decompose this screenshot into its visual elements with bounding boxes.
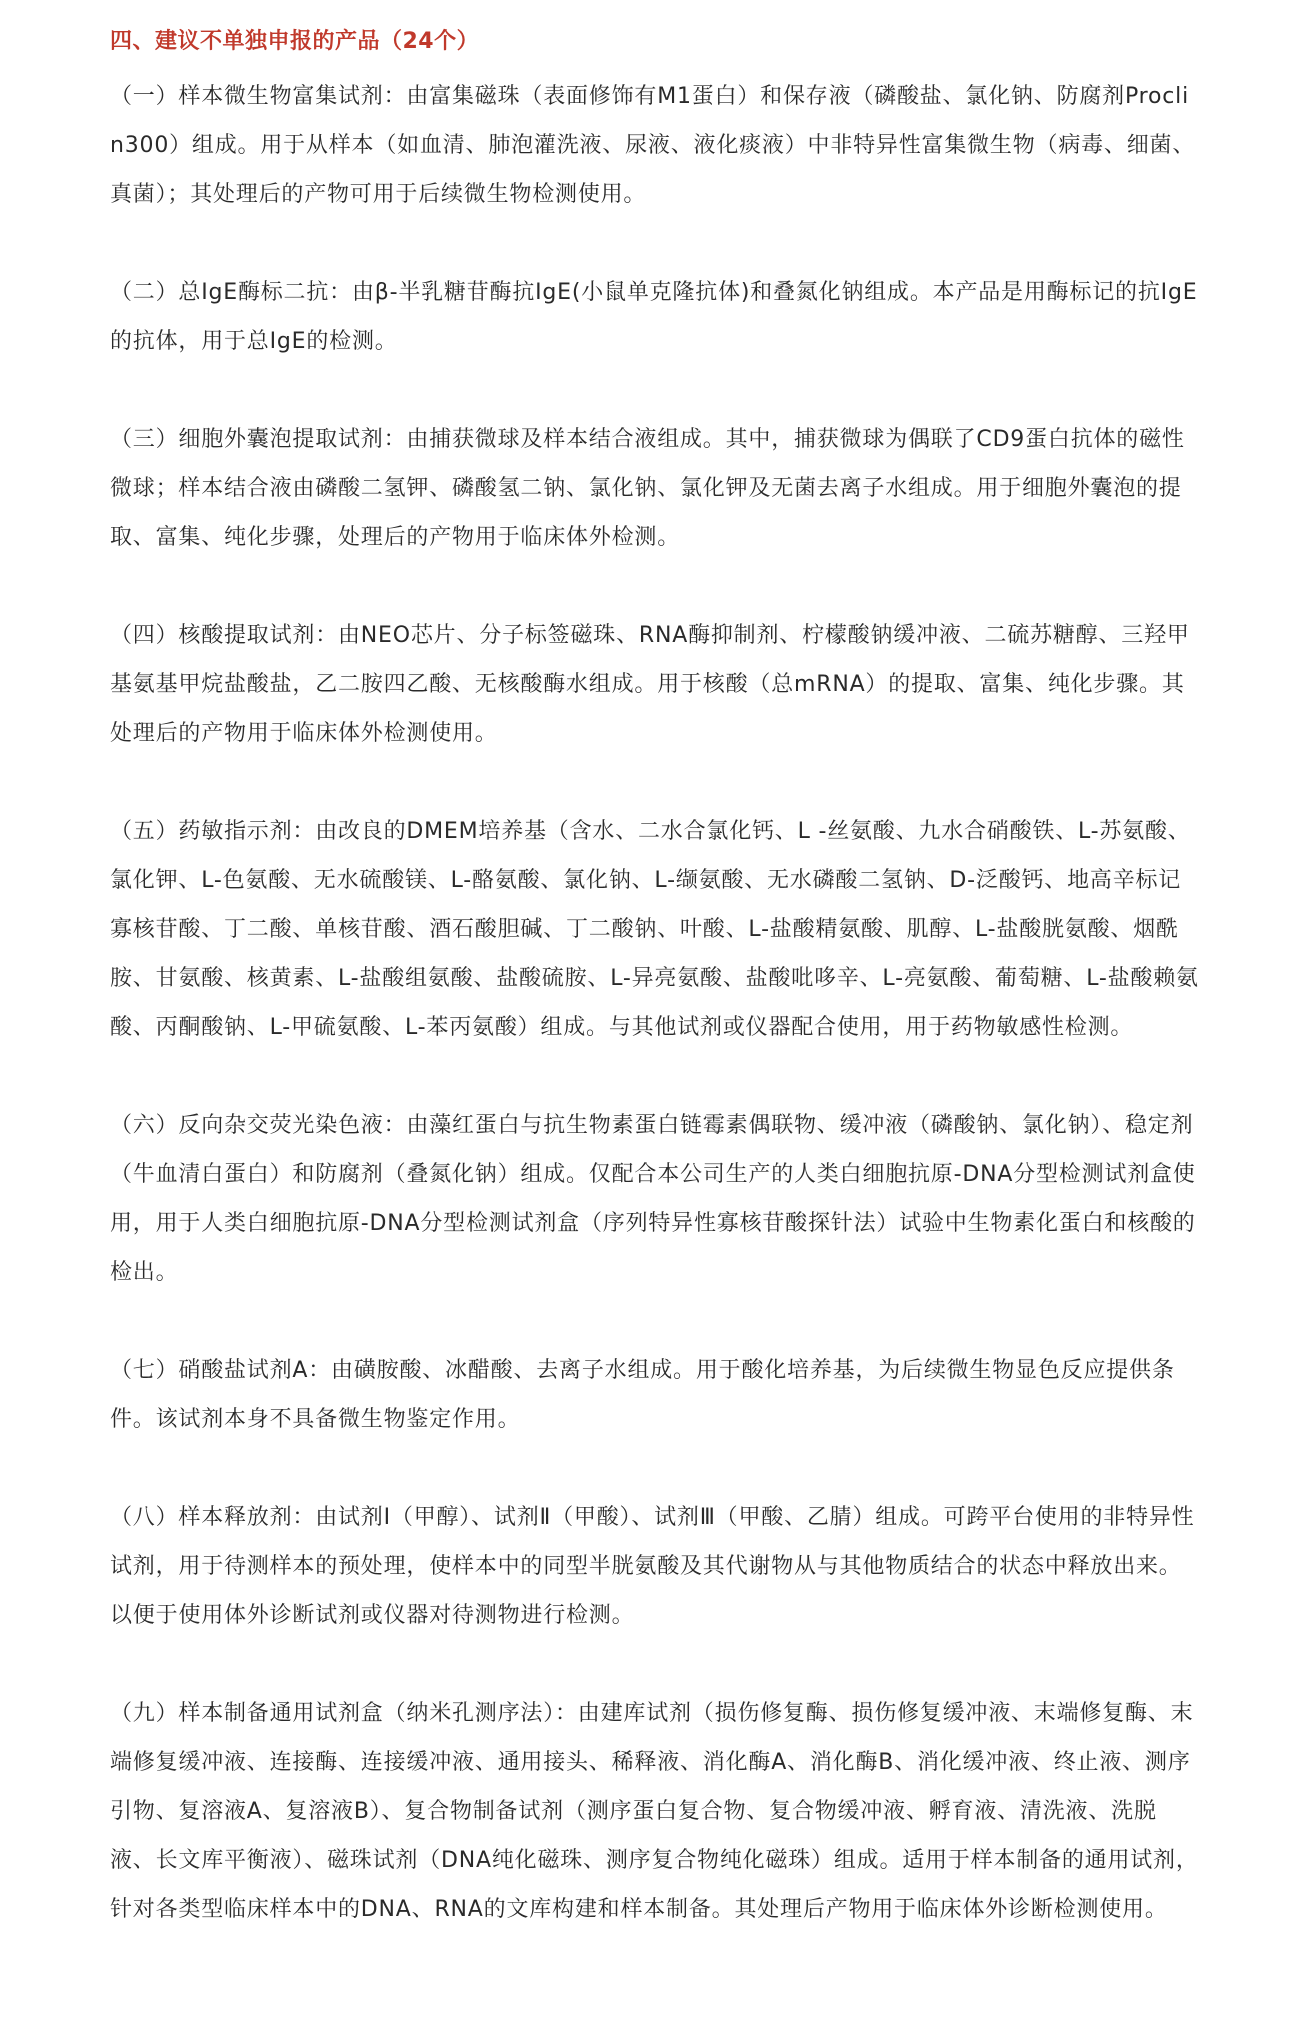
product-item-1: （一）样本微生物富集试剂：由富集磁珠（表面修饰有M1蛋白）和保存液（磷酸盐、氯化钠、防腐剂Proclin300）组成。用于从样本（如血清、肺泡灌洗液、尿液、液化痰液）中非特异性富集微生物（病毒、细菌、真菌）；其处理后的产物可用于后续微生物检测使用。 [110,84,1196,207]
product-item-8: （八）样本释放剂：由试剂Ⅰ（甲醇）、试剂Ⅱ（甲酸）、试剂Ⅲ（甲酸、乙腈）组成。可跨平台使用的非特异性试剂，用于待测样本的预处理，使样本中的同型半胱氨酸及其代谢物从与其他物质结合的状态中释放出来。以便于使用体外诊断试剂或仪器对待测物进行检测。 [110,1505,1195,1628]
product-item-6: （六）反向杂交荧光染色液：由藻红蛋白与抗生物素蛋白链霉素偶联物、缓冲液（磷酸钠、氯化钠）、稳定剂（牛血清白蛋白）和防腐剂（叠氮化钠）组成。仅配合本公司生产的人类白细胞抗原-DNA分型检测试剂盒使用，用于人类白细胞抗原-DNA分型检测试剂盒（序列特异性寡核苷酸探针法）试验中生物素化蛋白和核酸的检出。 [110,1113,1196,1285]
product-item-2: （二）总IgE酶标二抗：由β-半乳糖苷酶抗IgE(小鼠单克隆抗体)和叠氮化钠组成。本产品是用酶标记的抗IgE的抗体，用于总IgE的检测。 [110,280,1198,354]
section-title: 四、建议不单独申报的产品（24个） [110,29,480,54]
product-item-9: （九）样本制备通用试剂盒（纳米孔测序法）：由建库试剂（损伤修复酶、损伤修复缓冲液、末端修复酶、末端修复缓冲液、连接酶、连接缓冲液、通用接头、稀释液、消化酶A、消化酶B、消化缓冲液、终止液、测序引物、复溶液A、复溶液B）、复合物制备试剂（测序蛋白复合物、复合物缓冲液、孵育液、清洗液、洗脱液、长文库平衡液）、磁珠试剂（DNA纯化磁珠、测序复合物纯化磁珠）组成。适用于样本制备的通用试剂，针对各类型临床样本中的DNA、RNA的文库构建和样本制备。其处理后产物用于临床体外诊断检测使用。 [110,1701,1199,1922]
product-item-4: （四）核酸提取试剂：由NEO芯片、分子标签磁珠、RNA酶抑制剂、柠檬酸钠缓冲液、二硫苏糖醇、三羟甲基氨基甲烷盐酸盐，乙二胺四乙酸、无核酸酶水组成。用于核酸（总mRNA）的提取、富集、纯化步骤。其处理后的产物用于临床体外检测使用。 [110,623,1190,746]
product-item-5: （五）药敏指示剂：由改良的DMEM培养基（含水、二水合氯化钙、L -丝氨酸、九水合硝酸铁、L-苏氨酸、氯化钾、L-色氨酸、无水硫酸镁、L-酪氨酸、氯化钠、L-缬氨酸、无水磷酸二氢钠、D-泛酸钙、地高辛标记寡核苷酸、丁二酸、单核苷酸、酒石酸胆碱、丁二酸钠、叶酸、L-盐酸精氨酸、肌醇、L-盐酸胱氨酸、烟酰胺、甘氨酸、核黄素、L-盐酸组氨酸、盐酸硫胺、L-异亮氨酸、盐酸吡哆辛、L-亮氨酸、葡萄糖、L-盐酸赖氨酸、丙酮酸钠、L-甲硫氨酸、L-苯丙氨酸）组成。与其他试剂或仪器配合使用，用于药物敏感性检测。 [110,819,1199,1040]
product-item-3: （三）细胞外囊泡提取试剂：由捕获微球及样本结合液组成。其中，捕获微球为偶联了CD9蛋白抗体的磁性微球；样本结合液由磷酸二氢钾、磷酸氢二钠、氯化钠、氯化钾及无菌去离子水组成。用于细胞外囊泡的提取、富集、纯化步骤，处理后的产物用于临床体外检测。 [110,427,1185,550]
product-item-7: （七）硝酸盐试剂A：由磺胺酸、冰醋酸、去离子水组成。用于酸化培养基，为后续微生物显色反应提供条件。该试剂本身不具备微生物鉴定作用。 [110,1358,1175,1432]
